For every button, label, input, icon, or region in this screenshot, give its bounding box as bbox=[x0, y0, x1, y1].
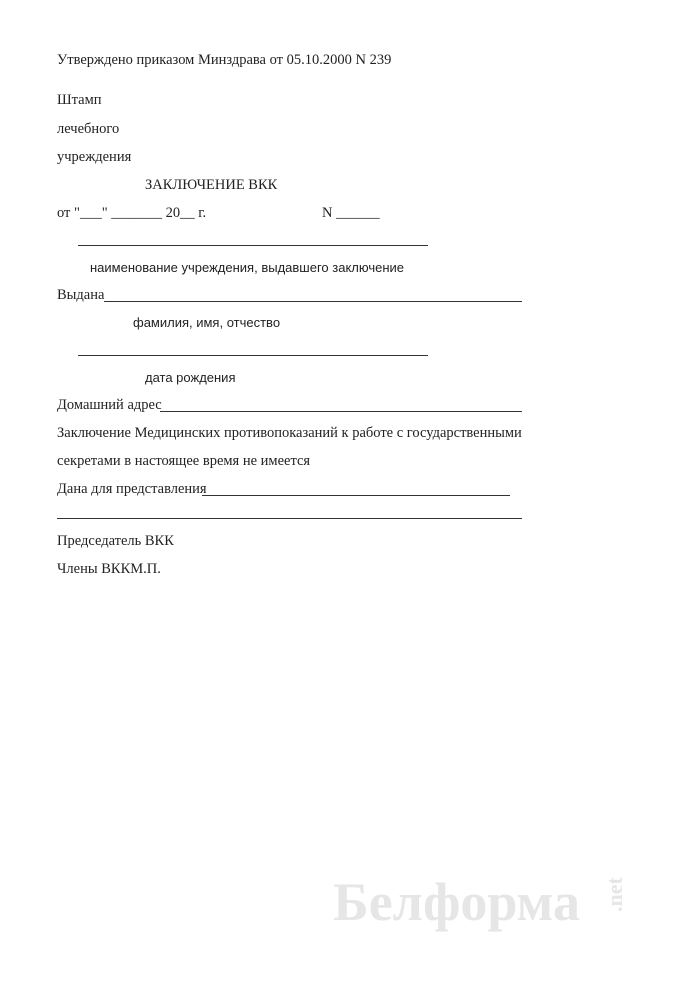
institution-blank-line bbox=[78, 245, 428, 246]
fio-caption: фамилия, имя, отчество bbox=[133, 315, 281, 330]
stamp-line-1: Штамп bbox=[57, 92, 102, 108]
birth-blank-line bbox=[78, 355, 428, 356]
address-blank-line bbox=[160, 411, 522, 412]
presentation-blank-line bbox=[202, 495, 510, 496]
approval-note: Утверждено приказом Минздрава от 05.10.2000 N 239 bbox=[57, 52, 392, 68]
birth-caption: дата рождения bbox=[145, 370, 236, 385]
institution-caption: наименование учреждения, выдавшего заключение bbox=[90, 260, 404, 275]
watermark-logo: Белформа bbox=[333, 872, 580, 932]
conclusion-line-1: Заключение Медицинских противопоказаний к работе с государственными bbox=[57, 425, 522, 441]
members-label: Члены ВККМ.П. bbox=[57, 561, 161, 577]
presentation-label: Дана для представления bbox=[57, 481, 207, 497]
address-label: Домашний адрес bbox=[57, 397, 162, 413]
stamp-line-3: учреждения bbox=[57, 149, 132, 165]
stamp-line-2: лечебного bbox=[57, 121, 120, 137]
number-field: N ______ bbox=[322, 205, 380, 221]
document-title: ЗАКЛЮЧЕНИЕ ВКК bbox=[145, 177, 278, 193]
presentation-blank-line-2 bbox=[57, 518, 522, 519]
conclusion-line-2: секретами в настоящее время не имеется bbox=[57, 453, 311, 469]
issued-label: Выдана bbox=[57, 287, 105, 303]
chairman-label: Председатель ВКК bbox=[57, 533, 174, 549]
issued-blank-line bbox=[104, 301, 522, 302]
watermark-suffix: .net bbox=[602, 877, 627, 912]
date-field: от "___" _______ 20__ г. bbox=[57, 205, 207, 221]
